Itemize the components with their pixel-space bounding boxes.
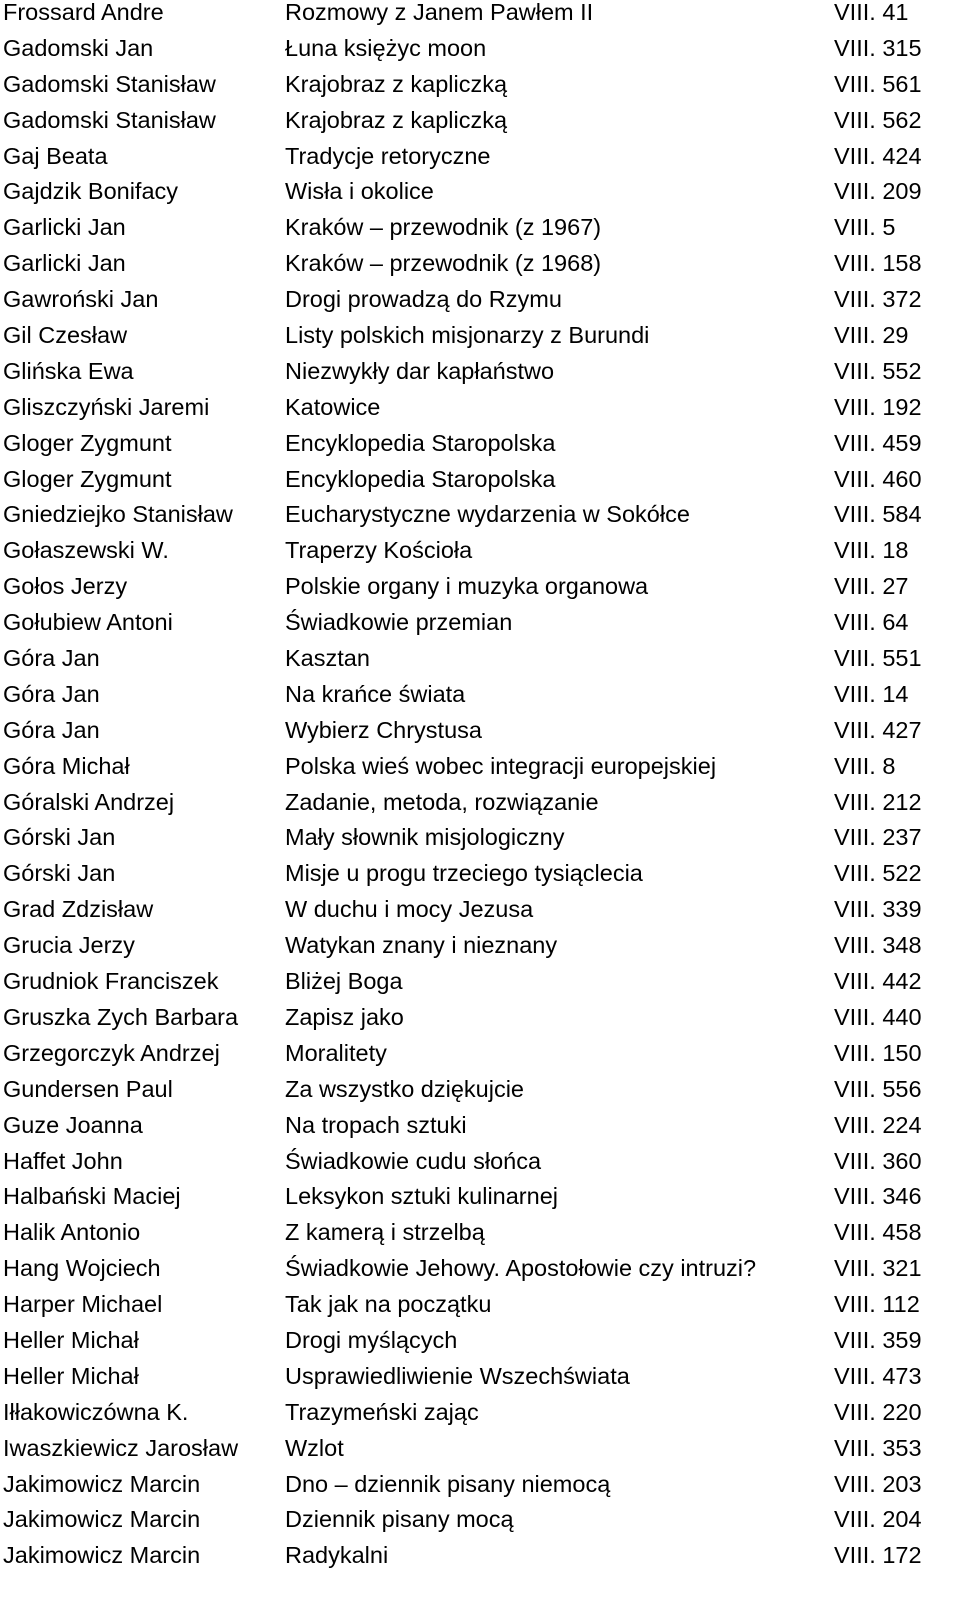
title-cell: Bliżej Boga xyxy=(285,968,403,995)
catalog-row xyxy=(0,933,960,969)
title-cell: Leksykon sztuki kulinarnej xyxy=(285,1183,558,1210)
author-cell: Halbański Maciej xyxy=(3,1183,181,1210)
author-cell: Iłłakowiczówna K. xyxy=(3,1398,189,1425)
catalog-row xyxy=(0,1364,960,1400)
shelf-ref-cell: VIII. 112 xyxy=(834,1291,920,1318)
author-cell: Jakimowicz Marcin xyxy=(3,1542,201,1569)
title-cell: Wisła i okolice xyxy=(285,178,434,205)
title-cell: Wybierz Chrystusa xyxy=(285,716,482,743)
shelf-ref-cell: VIII. 552 xyxy=(834,357,922,384)
catalog-row xyxy=(0,323,960,359)
title-cell: Świadkowie przemian xyxy=(285,609,513,636)
title-cell: Kraków – przewodnik (z 1968) xyxy=(285,250,602,277)
title-cell: Eucharystyczne wydarzenia w Sokółce xyxy=(285,501,690,528)
catalog-row xyxy=(0,395,960,431)
catalog-row xyxy=(0,1436,960,1472)
title-cell: Z kamerą i strzelbą xyxy=(285,1219,485,1246)
title-cell: Tak jak na początku xyxy=(285,1291,492,1318)
shelf-ref-cell: VIII. 339 xyxy=(834,896,922,923)
shelf-ref-cell: VIII. 427 xyxy=(834,716,922,743)
title-cell: Krajobraz z kapliczką xyxy=(285,70,508,97)
shelf-ref-cell: VIII. 14 xyxy=(834,680,909,707)
shelf-ref-cell: VIII. 556 xyxy=(834,1075,922,1102)
title-cell: Wzlot xyxy=(285,1434,344,1461)
author-cell: Gołos Jerzy xyxy=(3,573,128,600)
author-cell: Górski Jan xyxy=(3,860,116,887)
catalog-row xyxy=(0,610,960,646)
shelf-ref-cell: VIII. 584 xyxy=(834,501,922,528)
author-cell: Góralski Andrzej xyxy=(3,788,175,815)
catalog-row xyxy=(0,502,960,538)
title-cell: Na tropach sztuki xyxy=(285,1111,467,1138)
title-cell: Dno – dziennik pisany niemocą xyxy=(285,1470,611,1497)
author-cell: Grad Zdzisław xyxy=(3,896,154,923)
author-cell: Hang Wojciech xyxy=(3,1255,161,1282)
catalog-row xyxy=(0,1220,960,1256)
shelf-ref-cell: VIII. 424 xyxy=(834,142,922,169)
shelf-ref-cell: VIII. 442 xyxy=(834,968,922,995)
shelf-ref-cell: VIII. 172 xyxy=(834,1542,922,1569)
author-cell: Gawroński Jan xyxy=(3,286,159,313)
shelf-ref-cell: VIII. 192 xyxy=(834,393,922,420)
catalog-row xyxy=(0,646,960,682)
catalog-row xyxy=(0,1149,960,1185)
author-cell: Jakimowicz Marcin xyxy=(3,1506,201,1533)
author-cell: Górski Jan xyxy=(3,824,116,851)
catalog-row xyxy=(0,1184,960,1220)
shelf-ref-cell: VIII. 459 xyxy=(834,429,922,456)
catalog-row xyxy=(0,861,960,897)
author-cell: Heller Michał xyxy=(3,1326,139,1353)
title-cell: Polskie organy i muzyka organowa xyxy=(285,573,649,600)
catalog-row xyxy=(0,0,960,36)
shelf-ref-cell: VIII. 346 xyxy=(834,1183,922,1210)
catalog-row xyxy=(0,1507,960,1543)
catalog-row xyxy=(0,969,960,1005)
shelf-ref-cell: VIII. 18 xyxy=(834,537,909,564)
shelf-ref-cell: VIII. 359 xyxy=(834,1326,922,1353)
author-cell: Gloger Zygmunt xyxy=(3,465,172,492)
author-cell: Góra Jan xyxy=(3,716,100,743)
author-cell: Guze Joanna xyxy=(3,1111,143,1138)
shelf-ref-cell: VIII. 561 xyxy=(834,70,922,97)
title-cell: Krajobraz z kapliczką xyxy=(285,106,508,133)
author-cell: Garlicki Jan xyxy=(3,250,126,277)
catalog-row xyxy=(0,1256,960,1292)
author-cell: Góra Michał xyxy=(3,752,130,779)
title-cell: Świadkowie cudu słońca xyxy=(285,1147,542,1174)
title-cell: Watykan znany i nieznany xyxy=(285,932,558,959)
shelf-ref-cell: VIII. 5 xyxy=(834,214,896,241)
author-cell: Harper Michael xyxy=(3,1291,163,1318)
catalog-row xyxy=(0,574,960,610)
catalog-row xyxy=(0,1328,960,1364)
author-cell: Gloger Zygmunt xyxy=(3,429,172,456)
title-cell: Zapisz jako xyxy=(285,1003,404,1030)
author-cell: Halik Antonio xyxy=(3,1219,141,1246)
title-cell: Listy polskich misjonarzy z Burundi xyxy=(285,322,650,349)
title-cell: Rozmowy z Janem Pawłem II xyxy=(285,0,594,25)
author-cell: Gruszka Zych Barbara xyxy=(3,1003,239,1030)
catalog-row xyxy=(0,215,960,251)
catalog-row xyxy=(0,897,960,933)
shelf-ref-cell: VIII. 158 xyxy=(834,250,922,277)
shelf-ref-cell: VIII. 27 xyxy=(834,573,909,600)
author-cell: Gadomski Jan xyxy=(3,34,154,61)
author-cell: Gundersen Paul xyxy=(3,1075,173,1102)
title-cell: Drogi prowadzą do Rzymu xyxy=(285,286,562,313)
author-cell: Jakimowicz Marcin xyxy=(3,1470,201,1497)
title-cell: Na krańce świata xyxy=(285,680,466,707)
title-cell: Dziennik pisany mocą xyxy=(285,1506,514,1533)
catalog-row xyxy=(0,1400,960,1436)
author-cell: Gołaszewski W. xyxy=(3,537,169,564)
catalog-row xyxy=(0,1041,960,1077)
shelf-ref-cell: VIII. 551 xyxy=(834,645,922,672)
shelf-ref-cell: VIII. 64 xyxy=(834,609,909,636)
catalog-row xyxy=(0,467,960,503)
shelf-ref-cell: VIII. 203 xyxy=(834,1470,922,1497)
title-cell: Encyklopedia Staropolska xyxy=(285,429,556,456)
author-cell: Gadomski Stanisław xyxy=(3,70,216,97)
shelf-ref-cell: VIII. 372 xyxy=(834,286,922,313)
shelf-ref-cell: VIII. 360 xyxy=(834,1147,922,1174)
catalog-row xyxy=(0,1472,960,1508)
author-cell: Frossard Andre xyxy=(3,0,164,25)
title-cell: W duchu i mocy Jezusa xyxy=(285,896,534,923)
shelf-ref-cell: VIII. 440 xyxy=(834,1003,922,1030)
catalog-row xyxy=(0,36,960,72)
title-cell: Świadkowie Jehowy. Apostołowie czy intruzi? xyxy=(285,1255,757,1282)
catalog-row xyxy=(0,1292,960,1328)
author-cell: Góra Jan xyxy=(3,645,100,672)
catalog-row xyxy=(0,179,960,215)
author-cell: Heller Michał xyxy=(3,1362,139,1389)
catalog-row xyxy=(0,825,960,861)
author-cell: Glińska Ewa xyxy=(3,357,134,384)
title-cell: Katowice xyxy=(285,393,381,420)
catalog-row xyxy=(0,1005,960,1041)
author-cell: Grzegorczyk Andrzej xyxy=(3,1039,220,1066)
catalog-row xyxy=(0,108,960,144)
shelf-ref-cell: VIII. 460 xyxy=(834,465,922,492)
catalog-row xyxy=(0,72,960,108)
author-cell: Gil Czesław xyxy=(3,322,128,349)
catalog-row xyxy=(0,1543,960,1579)
catalog-row xyxy=(0,144,960,180)
shelf-ref-cell: VIII. 522 xyxy=(834,860,922,887)
title-cell: Moralitety xyxy=(285,1039,387,1066)
author-cell: Gajdzik Bonifacy xyxy=(3,178,179,205)
title-cell: Mały słownik misjologiczny xyxy=(285,824,565,851)
shelf-ref-cell: VIII. 473 xyxy=(834,1362,922,1389)
title-cell: Drogi myślących xyxy=(285,1326,458,1353)
shelf-ref-cell: VIII. 204 xyxy=(834,1506,922,1533)
shelf-ref-cell: VIII. 224 xyxy=(834,1111,922,1138)
catalog-row xyxy=(0,718,960,754)
title-cell: Zadanie, metoda, rozwiązanie xyxy=(285,788,599,815)
title-cell: Trazymeński zając xyxy=(285,1398,479,1425)
shelf-ref-cell: VIII. 348 xyxy=(834,932,922,959)
shelf-ref-cell: VIII. 209 xyxy=(834,178,922,205)
title-cell: Za wszystko dziękujcie xyxy=(285,1075,524,1102)
title-cell: Kraków – przewodnik (z 1967) xyxy=(285,214,602,241)
catalog-row xyxy=(0,287,960,323)
author-cell: Grudniok Franciszek xyxy=(3,968,219,995)
shelf-ref-cell: VIII. 458 xyxy=(834,1219,922,1246)
catalog-row xyxy=(0,1077,960,1113)
title-cell: Misje u progu trzeciego tysiąclecia xyxy=(285,860,643,887)
title-cell: Łuna księżyc moon xyxy=(285,34,487,61)
title-cell: Encyklopedia Staropolska xyxy=(285,465,556,492)
shelf-ref-cell: VIII. 562 xyxy=(834,106,922,133)
catalog-row xyxy=(0,251,960,287)
shelf-ref-cell: VIII. 315 xyxy=(834,34,922,61)
catalog-row xyxy=(0,431,960,467)
title-cell: Polska wieś wobec integracji europejskiej xyxy=(285,752,717,779)
author-cell: Gliszczyński Jaremi xyxy=(3,393,210,420)
author-cell: Góra Jan xyxy=(3,680,100,707)
title-cell: Kasztan xyxy=(285,645,370,672)
title-cell: Traperzy Kościoła xyxy=(285,537,473,564)
author-cell: Gadomski Stanisław xyxy=(3,106,216,133)
shelf-ref-cell: VIII. 237 xyxy=(834,824,922,851)
catalog-row xyxy=(0,682,960,718)
title-cell: Tradycje retoryczne xyxy=(285,142,491,169)
author-cell: Gołubiew Antoni xyxy=(3,609,173,636)
catalog-row xyxy=(0,754,960,790)
author-cell: Garlicki Jan xyxy=(3,214,126,241)
title-cell: Usprawiedliwienie Wszechświata xyxy=(285,1362,630,1389)
shelf-ref-cell: VIII. 150 xyxy=(834,1039,922,1066)
catalog-row xyxy=(0,538,960,574)
author-cell: Haffet John xyxy=(3,1147,123,1174)
shelf-ref-cell: VIII. 41 xyxy=(834,0,909,25)
shelf-ref-cell: VIII. 212 xyxy=(834,788,922,815)
author-cell: Grucia Jerzy xyxy=(3,932,135,959)
shelf-ref-cell: VIII. 220 xyxy=(834,1398,922,1425)
shelf-ref-cell: VIII. 29 xyxy=(834,322,909,349)
author-cell: Iwaszkiewicz Jarosław xyxy=(3,1434,239,1461)
author-cell: Gaj Beata xyxy=(3,142,108,169)
catalog-row xyxy=(0,1113,960,1149)
catalog-row xyxy=(0,359,960,395)
title-cell: Niezwykły dar kapłaństwo xyxy=(285,357,555,384)
shelf-ref-cell: VIII. 8 xyxy=(834,752,896,779)
author-cell: Gniedziejko Stanisław xyxy=(3,501,233,528)
catalog-row xyxy=(0,790,960,826)
shelf-ref-cell: VIII. 321 xyxy=(834,1255,922,1282)
title-cell: Radykalni xyxy=(285,1542,389,1569)
shelf-ref-cell: VIII. 353 xyxy=(834,1434,922,1461)
